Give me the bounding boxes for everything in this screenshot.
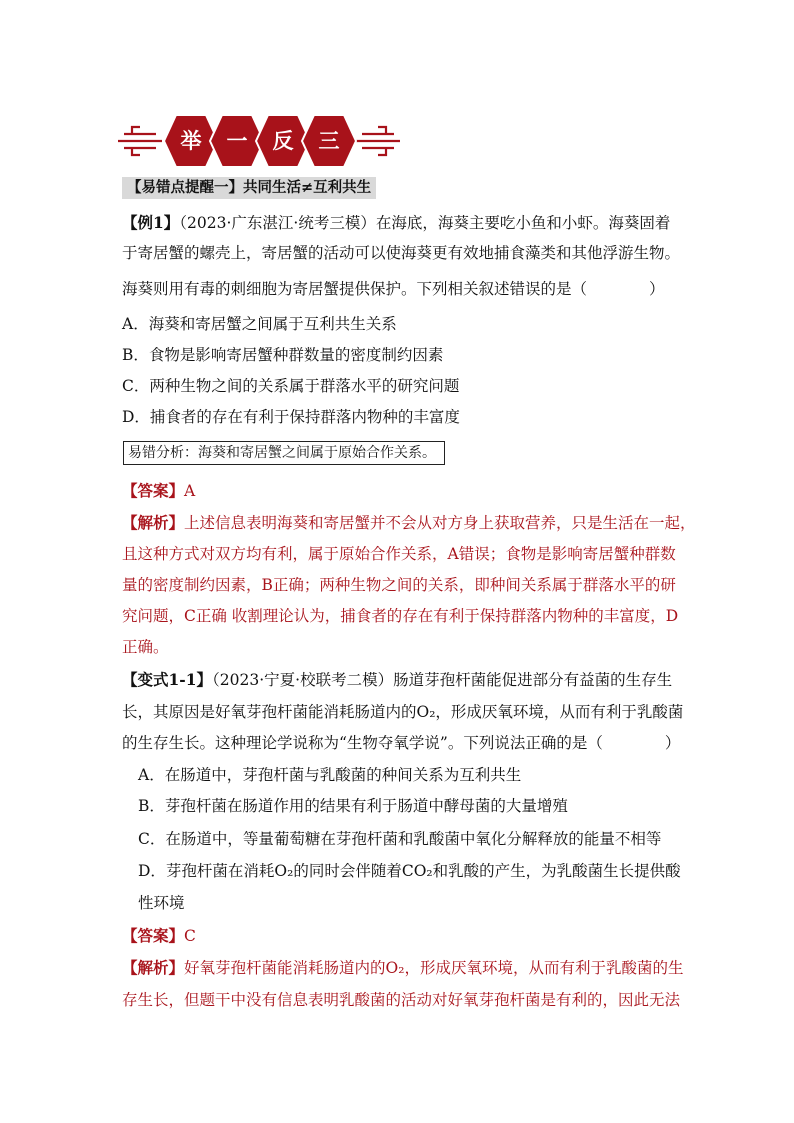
example1-answer-label: 【答案】 xyxy=(122,481,185,500)
banner-char-2: 一 xyxy=(226,129,248,153)
example1-answer-line xyxy=(122,481,195,501)
variant1-analysis-label: 【解析】 xyxy=(122,958,185,977)
variant1-analysis-line-1 xyxy=(122,958,683,978)
variant1-analysis-text-1: 好氧芽孢杆菌能消耗肠道内的O₂，形成厌氧环境，从而有利于乳酸菌的生 xyxy=(184,959,684,977)
variant1-answer-line xyxy=(122,926,196,946)
example1-option-a: A．海葵和寄居蟹之间属于互利共生关系 xyxy=(122,315,397,333)
error-tip-heading: 【易错点提醒一】共同生活≠互利共生 xyxy=(122,177,376,199)
variant1-option-b: B．芽孢杆菌在肠道作用的结果有利于肠道中酵母菌的大量增殖 xyxy=(138,797,568,815)
variant1-analysis-line-2: 存生长，但题干中没有信息表明乳酸菌的活动对好氧芽孢杆菌是有利的，因此无法 xyxy=(122,991,681,1009)
variant1-answer-label: 【答案】 xyxy=(122,926,185,945)
variant1-first-line xyxy=(122,670,672,690)
variant1-text-line-3: 的生存生长。这种理论学说称为“生物夺氧学说”。下列说法正确的是（ ） xyxy=(122,734,681,752)
variant1-option-d: D．芽孢杆菌在消耗O₂的同时会伴随着CO₂和乳酸的产生，为乳酸菌生长提供酸 xyxy=(138,862,681,880)
variant1-option-a: A．在肠道中，芽孢杆菌与乳酸菌的种间关系为互利共生 xyxy=(138,766,522,784)
error-analysis-text: 易错分析：海葵和寄居蟹之间属于原始合作关系。 xyxy=(128,445,436,461)
example1-first-line xyxy=(122,213,670,233)
example1-option-c: C．两种生物之间的关系属于群落水平的研究问题 xyxy=(122,377,460,395)
variant1-option-d-cont: 性环境 xyxy=(138,894,185,912)
example1-option-d: D．捕食者的存在有利于保持群落内物种的丰富度 xyxy=(122,408,460,426)
example1-analysis-line-3: 量的密度制约因素，B正确；两种生物之间的关系，即种间关系属于群落水平的研 xyxy=(122,576,676,594)
example1-analysis-line-4: 究问题，C正确 收割理论认为，捕食者的存在有利于保持群落内物种的丰富度，D xyxy=(122,607,679,625)
banner-char-3: 反 xyxy=(272,129,294,153)
variant1-answer: C xyxy=(184,927,196,945)
variant1-source: （2023·宁夏·校联考二模） xyxy=(212,671,394,689)
example1-text-line-3: 海葵则用有毒的刺细胞为寄居蟹提供保护。下列相关叙述错误的是（ ） xyxy=(122,280,665,298)
example1-analysis-line-2: 且这种方式对双方均有利，属于原始合作关系，A错误；食物是影响寄居蟹种群数 xyxy=(122,545,676,563)
example1-analysis-line-5: 正确。 xyxy=(122,638,169,656)
example1-label: 【例1】 xyxy=(122,213,180,232)
example1-analysis-text-1: 上述信息表明海葵和寄居蟹并不会从对方身上获取营养，只是生活在一起， xyxy=(184,514,696,532)
example1-answer: A xyxy=(184,482,196,500)
variant1-label: 【变式1-1】 xyxy=(122,670,213,689)
banner-char-4: 三 xyxy=(318,129,340,153)
variant1-text-line-1: 肠道芽孢杆菌能促进部分有益菌的生存生 xyxy=(393,671,673,689)
title-banner xyxy=(118,112,400,170)
example1-analysis-label: 【解析】 xyxy=(122,513,185,532)
banner-char-1: 举 xyxy=(180,129,202,153)
variant1-text-line-2: 长，其原因是好氧芽孢杆菌能消耗肠道内的O₂，形成厌氧环境，从而有利于乳酸菌 xyxy=(122,703,684,721)
error-analysis-box xyxy=(123,441,445,465)
example1-text-line-1: 在海底，海葵主要吃小鱼和小虾。海葵固着 xyxy=(375,214,671,232)
example1-text-line-2: 于寄居蟹的螺壳上，寄居蟹的活动可以使海葵更有效地捕食藻类和其他浮游生物。 xyxy=(122,244,681,262)
example1-source: （2023·广东湛江·统考三模） xyxy=(179,214,376,232)
variant1-option-c: C．在肠道中，等量葡萄糖在芽孢杆菌和乳酸菌中氧化分解释放的能量不相等 xyxy=(138,830,662,848)
example1-option-b: B．食物是影响寄居蟹种群数量的密度制约因素 xyxy=(122,346,444,364)
example1-analysis-line-1 xyxy=(122,513,696,533)
